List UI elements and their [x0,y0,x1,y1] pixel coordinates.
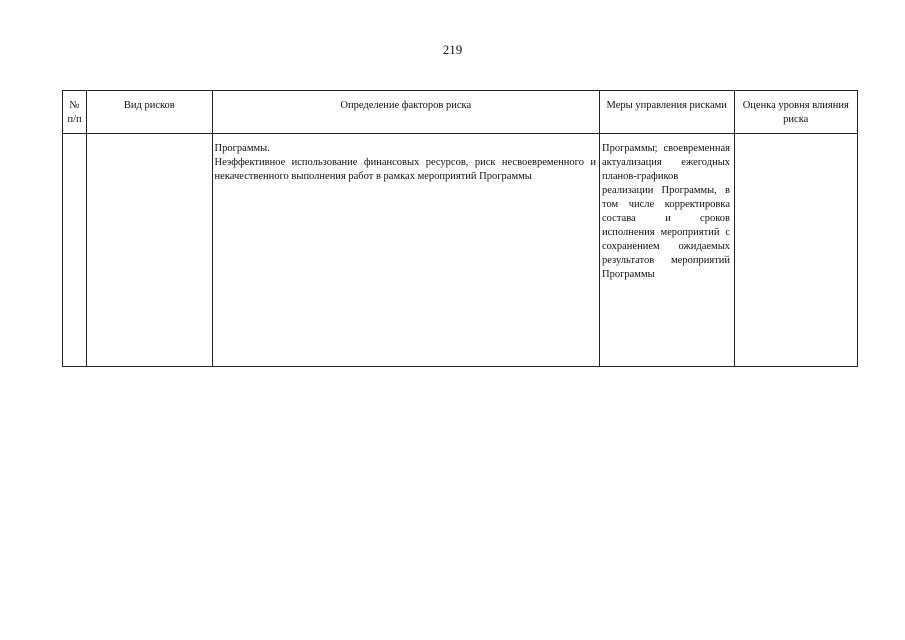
cell-factors [212,134,599,367]
measures-text: Программы; своевременная актуализация ежегодных планов-графиков реализации Программы, в том числе корректировка состава и сроков исполнения мероприятий с сохранением ожидаемых результатов мероприятий Программы [602,143,730,280]
cell-measures [600,134,735,367]
header-measures: Меры управления рисками [600,91,735,134]
cell-evaluation [734,134,858,367]
page-number: 219 [442,42,463,57]
risk-table [62,90,858,367]
cell-num [63,134,87,367]
table-header-row [63,91,858,134]
factors-line-1: Программы. [214,143,270,154]
header-evaluation: Оценка уровня влияния риска [734,91,858,134]
header-risk-type: Вид рисков [87,91,212,134]
header-num: № п/п [63,91,87,134]
factors-line-2: Неэффективное использование финансовых ресурсов, риск несвоевременного и некачественного выполнения работ в рамках мероприятий Программы [214,157,596,182]
cell-risk-type [87,134,212,367]
table-row [63,134,858,367]
header-factors: Определение факторов риска [212,91,599,134]
